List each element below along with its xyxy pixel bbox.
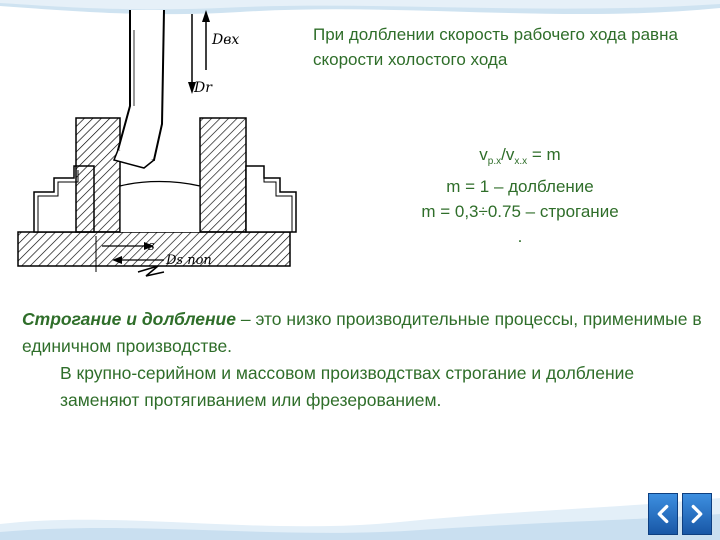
ratio-formula: $v_{р.х}/v_{х.х} = m$ — [479, 145, 561, 167]
bottom-wave-decoration — [0, 480, 720, 540]
dr-label: Dr — [194, 80, 212, 96]
body-paragraph-1: Строгание и долбление – это низко производительные процессы, применимые в единичном производстве. — [22, 309, 702, 356]
next-slide-icon — [683, 494, 711, 534]
subscript-working-stroke: р.х — [487, 156, 502, 167]
subscript-idle-stroke: х.х — [514, 156, 528, 167]
dvx-label: Dвх — [212, 32, 240, 48]
prev-slide-button[interactable] — [648, 493, 678, 535]
s-label: s — [148, 239, 155, 254]
key-term: Строгание и долбление — [22, 309, 236, 329]
planing-ratio: m = 0,3÷0.75 – строгание — [421, 202, 619, 221]
body-paragraph-2: В крупно-серийном и массовом производствах строгание и долбление заменяют протягиванием или фрезерованием. — [60, 363, 635, 410]
dspop-label: Ds поп — [166, 253, 212, 268]
formula-block — [330, 142, 710, 249]
slotting-ratio: m = 1 – долбление — [446, 177, 594, 196]
next-slide-button[interactable] — [682, 493, 712, 535]
intro-text: При долблении скорость рабочего хода равна скорости холостого хода — [313, 25, 678, 69]
prev-slide-icon — [649, 494, 677, 534]
body-text — [22, 306, 702, 414]
formula-dot: . — [517, 227, 523, 246]
slotting-diagram — [14, 10, 302, 280]
